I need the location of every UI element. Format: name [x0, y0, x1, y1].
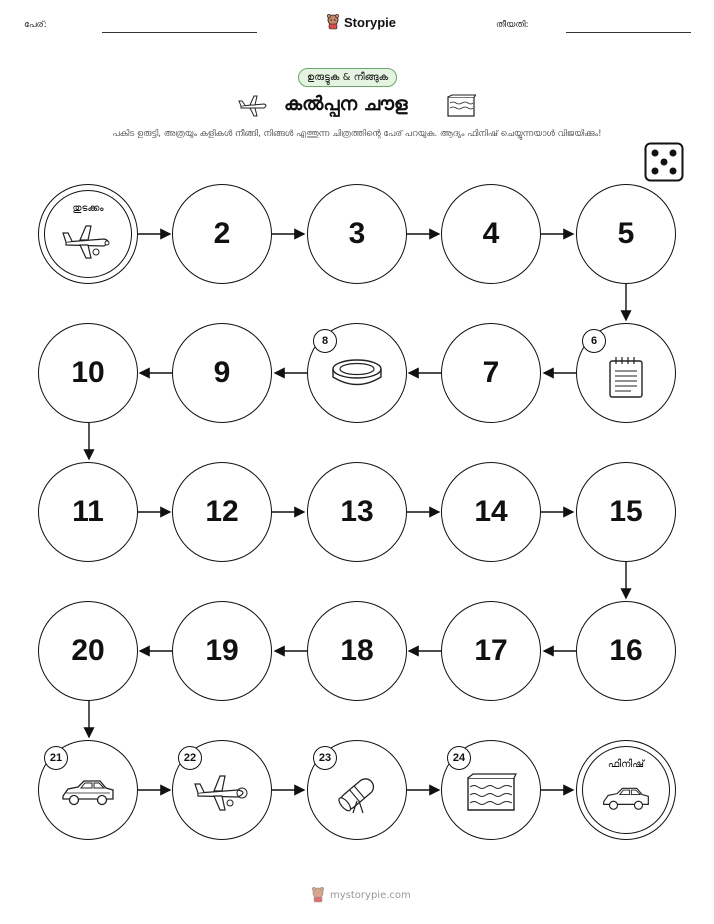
board-space-17[interactable]: 17 — [441, 601, 541, 701]
water-tank-icon — [464, 772, 518, 814]
date-label: തീയതി: — [496, 20, 529, 30]
board-space-5[interactable]: 5 — [576, 184, 676, 284]
footer — [311, 887, 411, 903]
instructions-text: പകിട ഉരുട്ടി, അത്രയും കളികൾ നീങ്ങി, നിങ്ങൾ എത്തുന്ന ചിത്രത്തിന്റെ പേര് പറയുക. ആദ്യം ഫിനിഷ് ചെയ്യുന്നയാൾ വിജയിക്കും! — [112, 129, 602, 139]
board-space-4[interactable]: 4 — [441, 184, 541, 284]
mascot-icon — [311, 887, 325, 903]
start-space[interactable] — [38, 184, 138, 284]
board-space-9[interactable]: 9 — [172, 323, 272, 423]
board-space-13[interactable]: 13 — [307, 462, 407, 562]
board-space-19[interactable]: 19 — [172, 601, 272, 701]
activity-badge: ഉരുട്ടുക & നീങ്ങുക — [298, 68, 397, 87]
airplane-icon — [192, 772, 252, 814]
car-icon — [60, 778, 116, 808]
board-space-3[interactable]: 3 — [307, 184, 407, 284]
page-title: കൽപ്പന ചൗള — [284, 93, 408, 115]
finish-space[interactable] — [576, 740, 676, 840]
finish-label: ഫിനിഷ് — [607, 759, 645, 770]
notepad-icon — [607, 355, 645, 399]
brand-name: Storypie — [344, 14, 397, 30]
board-space-11[interactable]: 11 — [38, 462, 138, 562]
footer-url[interactable]: mystorypie.com — [330, 889, 411, 901]
board-space-15[interactable]: 15 — [576, 462, 676, 562]
space-number-badge: 21 — [44, 746, 68, 770]
board-space-7[interactable]: 7 — [441, 323, 541, 423]
board-space-18[interactable]: 18 — [307, 601, 407, 701]
ring-icon — [329, 356, 385, 390]
board-space-10[interactable]: 10 — [38, 323, 138, 423]
space-number-badge: 24 — [447, 746, 471, 770]
car-icon — [601, 785, 651, 813]
board-space-14[interactable]: 14 — [441, 462, 541, 562]
space-number-badge: 22 — [178, 746, 202, 770]
space-number-badge: 6 — [582, 329, 606, 353]
space-number-badge: 23 — [313, 746, 337, 770]
board-space-12[interactable]: 12 — [172, 462, 272, 562]
start-label: തുടക്കം — [72, 203, 104, 214]
diploma-scroll-icon — [332, 771, 382, 817]
board-space-20[interactable]: 20 — [38, 601, 138, 701]
airplane-icon — [60, 222, 116, 262]
name-label: പേര്: — [24, 20, 47, 30]
board-space-2[interactable]: 2 — [172, 184, 272, 284]
board-space-16[interactable]: 16 — [576, 601, 676, 701]
space-number-badge: 8 — [313, 329, 337, 353]
